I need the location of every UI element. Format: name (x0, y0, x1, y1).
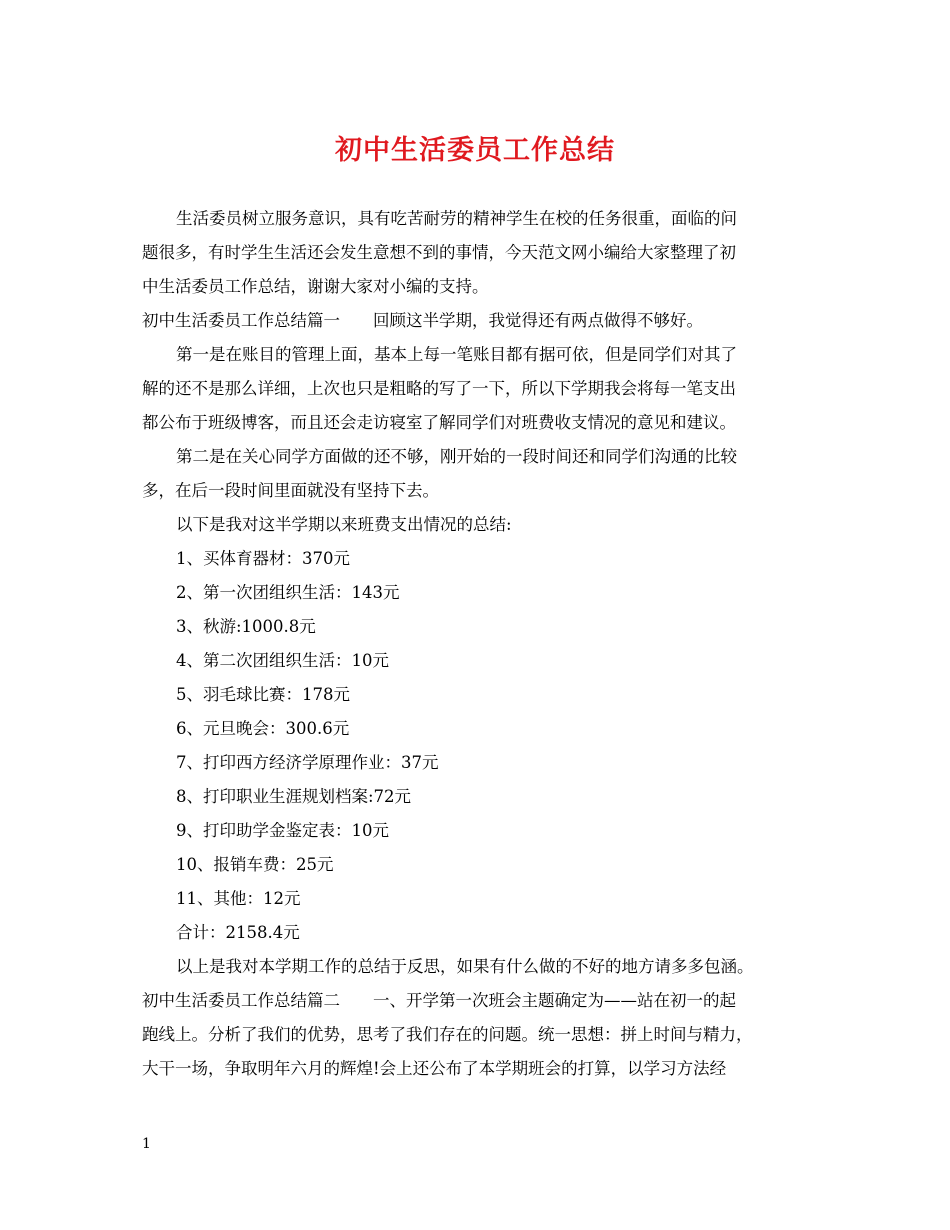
text-line: 初中生活委员工作总结篇一 回顾这半学期，我觉得还有两点做得不够好。 (142, 311, 703, 330)
text-line: 都公布于班级博客，而且还会走访寝室了解同学们对班费收支情况的意见和建议。 (142, 413, 736, 432)
list-item: 7、打印西方经济学原理作业：37元 (176, 753, 439, 772)
text-line: 中生活委员工作总结，谢谢大家对小编的支持。 (142, 277, 489, 296)
text-line: 初中生活委员工作总结篇二 一、开学第一次班会主题确定为——站在初一的起 (142, 991, 736, 1010)
text-line: 以上是我对本学期工作的总结于反思，如果有什么做的不好的地方请多多包涵。 (176, 957, 754, 976)
list-item: 1、买体育器材：370元 (176, 549, 350, 568)
total-line: 合计：2158.4元 (176, 923, 300, 942)
text-line: 生活委员树立服务意识，具有吃苦耐劳的精神学生在校的任务很重，面临的问 (176, 209, 737, 228)
list-item: 11、其他：12元 (176, 889, 301, 908)
page-number: 1 (142, 1136, 151, 1152)
list-item: 3、秋游:1000.8元 (176, 617, 316, 636)
list-item: 6、元旦晚会：300.6元 (176, 719, 350, 738)
text-line: 第一是在账目的管理上面，基本上每一笔账目都有据可依，但是同学们对其了 (176, 345, 737, 364)
text-line: 多，在后一段时间里面就没有坚持下去。 (142, 481, 439, 500)
text-line: 第二是在关心同学方面做的还不够，刚开始的一段时间还和同学们沟通的比较 (176, 447, 737, 466)
list-item: 4、第二次团组织生活：10元 (176, 651, 389, 670)
text-line: 题很多，有时学生生活还会发生意想不到的事情，今天范文网小编给大家整理了初 (142, 243, 736, 262)
text-line: 解的还不是那么详细，上次也只是粗略的写了一下，所以下学期我会将每一笔支出 (142, 379, 736, 398)
list-item: 2、第一次团组织生活：143元 (176, 583, 400, 602)
text-line: 大干一场，争取明年六月的辉煌!会上还公布了本学期班会的打算，以学习方法经 (142, 1059, 727, 1078)
list-item: 8、打印职业生涯规划档案:72元 (176, 787, 412, 806)
page-title: 初中生活委员工作总结 (335, 135, 615, 166)
list-item: 10、报销车费：25元 (176, 855, 334, 874)
text-line: 跑线上。分析了我们的优势，思考了我们存在的问题。统一思想：拼上时间与精力， (142, 1025, 753, 1044)
list-item: 5、羽毛球比赛：178元 (176, 685, 350, 704)
text-line: 以下是我对这半学期以来班费支出情况的总结: (176, 515, 512, 534)
list-item: 9、打印助学金鉴定表：10元 (176, 821, 389, 840)
